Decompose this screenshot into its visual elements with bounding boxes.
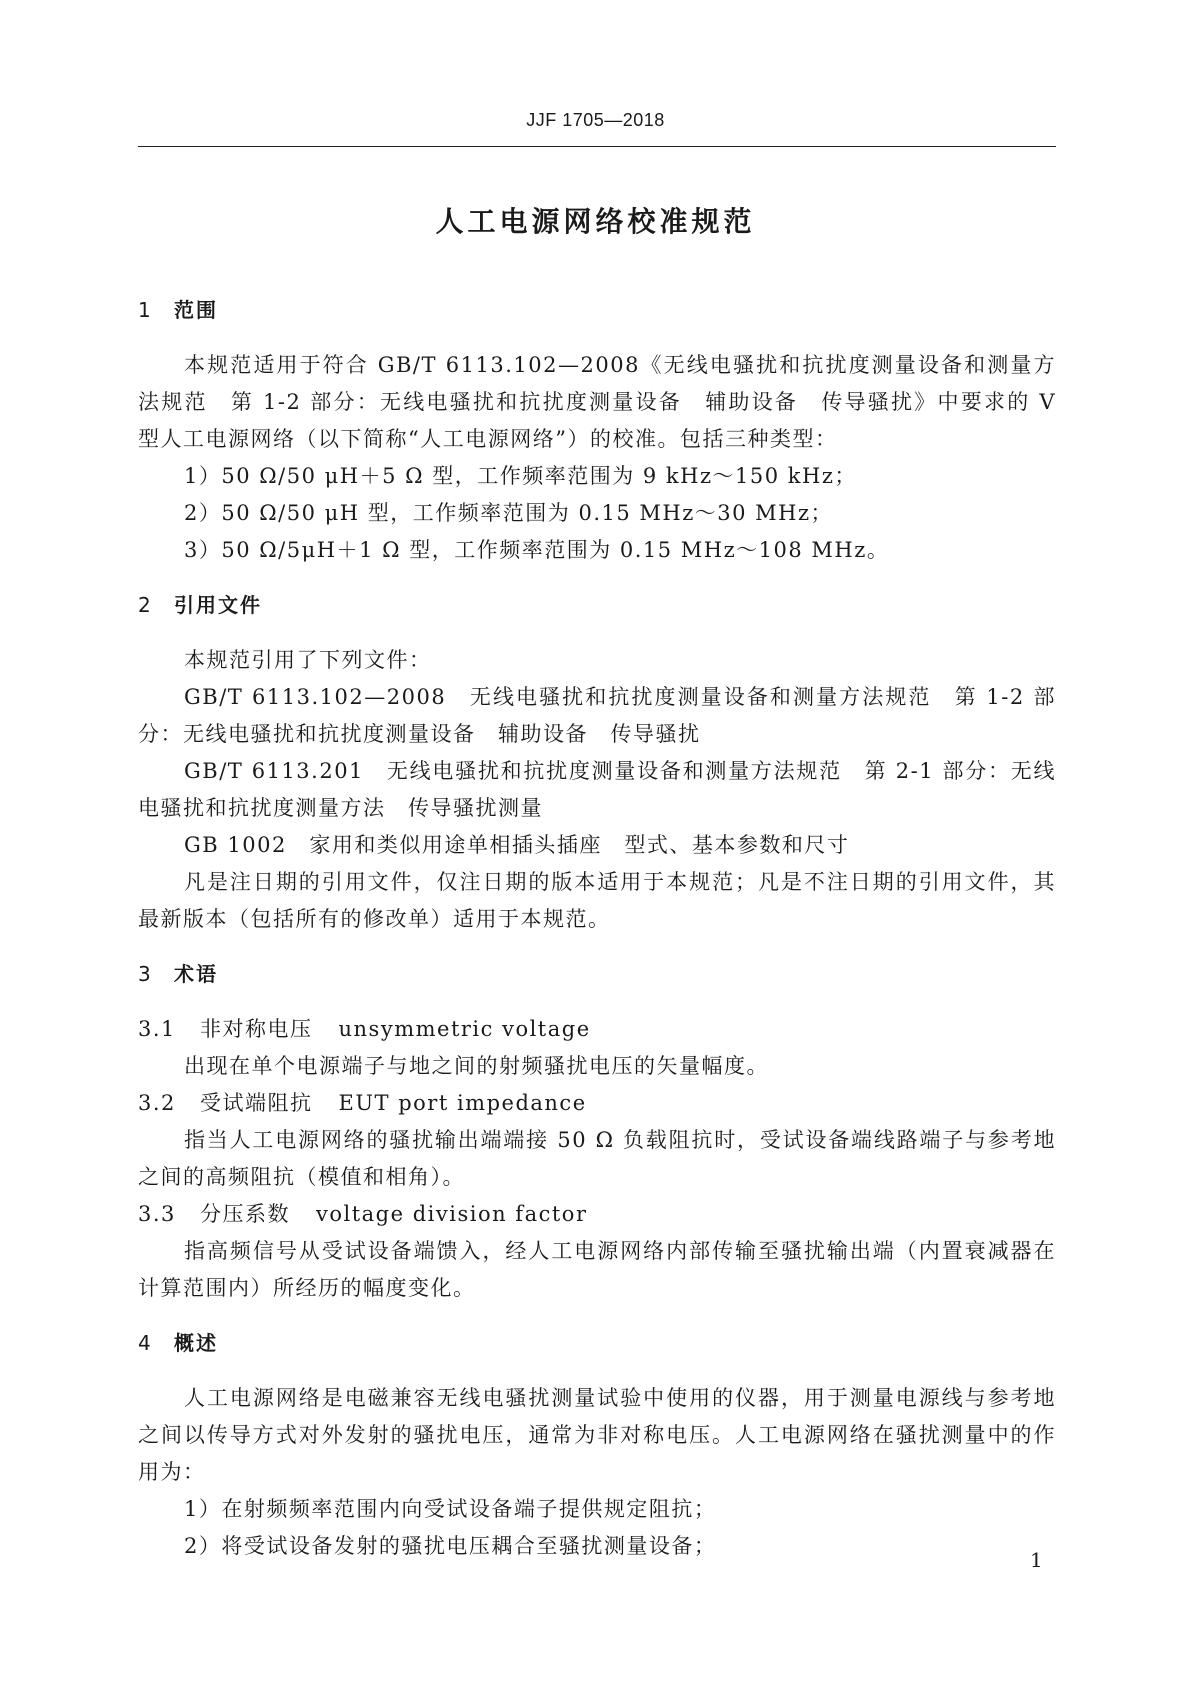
term-chinese: 受试端阻抗 [200, 1091, 313, 1115]
document-body [138, 292, 1056, 1565]
term-english: voltage division factor [316, 1202, 588, 1226]
references-intro: 本规范引用了下列文件： [184, 648, 432, 672]
section-title: 范围 [174, 298, 218, 322]
overview-paragraph: 人工电源网络是电磁兼容无线电骚扰测量试验中使用的仪器，用于测量电源线与参考地之间以传导方式对外发射的骚扰电压，通常为非对称电压。人工电源网络在骚扰测量中的作用为： [138, 1386, 1056, 1484]
term-definition: 出现在单个电源端子与地之间的射频骚扰电压的矢量幅度。 [184, 1054, 769, 1078]
section-heading-1 [138, 292, 1056, 329]
header-document-code: JJF 1705—2018 [526, 110, 665, 130]
list-item: 1）50 Ω/50 μH＋5 Ω 型，工作频率范围为 9 kHz～150 kHz； [184, 464, 857, 488]
section-title: 引用文件 [174, 593, 262, 617]
section-number: 4 [138, 1331, 153, 1355]
term-entry [138, 1196, 1056, 1233]
reference-item: GB/T 6113.102—2008 无线电骚扰和抗扰度测量设备和测量方法规范 第 1-2 部分：无线电骚扰和抗扰度测量设备 辅助设备 传导骚扰 [138, 685, 1056, 746]
term-entry [138, 1085, 1056, 1122]
section-heading-4 [138, 1325, 1056, 1362]
term-entry [138, 1011, 1056, 1048]
scope-paragraph: 本规范适用于符合 GB/T 6113.102—2008《无线电骚扰和抗扰度测量设备和测量方法规范 第 1-2 部分：无线电骚扰和抗扰度测量设备 辅助设备 传导骚扰》中要求的 V 型人工电源网络（以下简称“人工电源网络”）的校准。包括三种类型： [138, 353, 1056, 451]
section-number: 1 [138, 298, 153, 322]
term-number: 3.3 [138, 1202, 176, 1226]
list-item: 2）将受试设备发射的骚扰电压耦合至骚扰测量设备； [184, 1534, 717, 1558]
term-chinese: 非对称电压 [200, 1017, 313, 1041]
list-item: 2）50 Ω/50 μH 型，工作频率范围为 0.15 MHz～30 MHz； [184, 501, 834, 525]
section-heading-3 [138, 956, 1056, 993]
term-number: 3.2 [138, 1091, 176, 1115]
header-divider [138, 146, 1056, 147]
section-heading-2 [138, 587, 1056, 624]
term-chinese: 分压系数 [200, 1202, 290, 1226]
section-number: 2 [138, 593, 153, 617]
term-english: unsymmetric voltage [338, 1017, 591, 1041]
term-definition: 指当人工电源网络的骚扰输出端端接 50 Ω 负载阻抗时，受试设备端线路端子与参考地之间的高频阻抗（模值和相角）。 [138, 1128, 1056, 1189]
term-definition: 指高频信号从受试设备端馈入，经人工电源网络内部传输至骚扰输出端（内置衰减器在计算范围内）所经历的幅度变化。 [138, 1239, 1056, 1300]
list-item: 1）在射频频率范围内向受试设备端子提供规定阻抗； [184, 1497, 717, 1521]
term-number: 3.1 [138, 1017, 176, 1041]
page-number: 1 [1030, 1548, 1043, 1572]
term-english: EUT port impedance [338, 1091, 587, 1115]
reference-item: GB/T 6113.201 无线电骚扰和抗扰度测量设备和测量方法规范 第 2-1 部分：无线电骚扰和抗扰度测量方法 传导骚扰测量 [138, 759, 1056, 820]
reference-item: GB 1002 家用和类似用途单相插头插座 型式、基本参数和尺寸 [184, 833, 850, 857]
list-item: 3）50 Ω/5μH＋1 Ω 型，工作频率范围为 0.15 MHz～108 MHz。 [184, 538, 890, 562]
page-title: 人工电源网络校准规范 [435, 205, 756, 238]
references-note: 凡是注日期的引用文件，仅注日期的版本适用于本规范；凡是不注日期的引用文件，其最新版本（包括所有的修改单）适用于本规范。 [138, 870, 1056, 931]
section-title: 术语 [174, 962, 218, 986]
section-title: 概述 [174, 1331, 218, 1355]
section-number: 3 [138, 962, 153, 986]
